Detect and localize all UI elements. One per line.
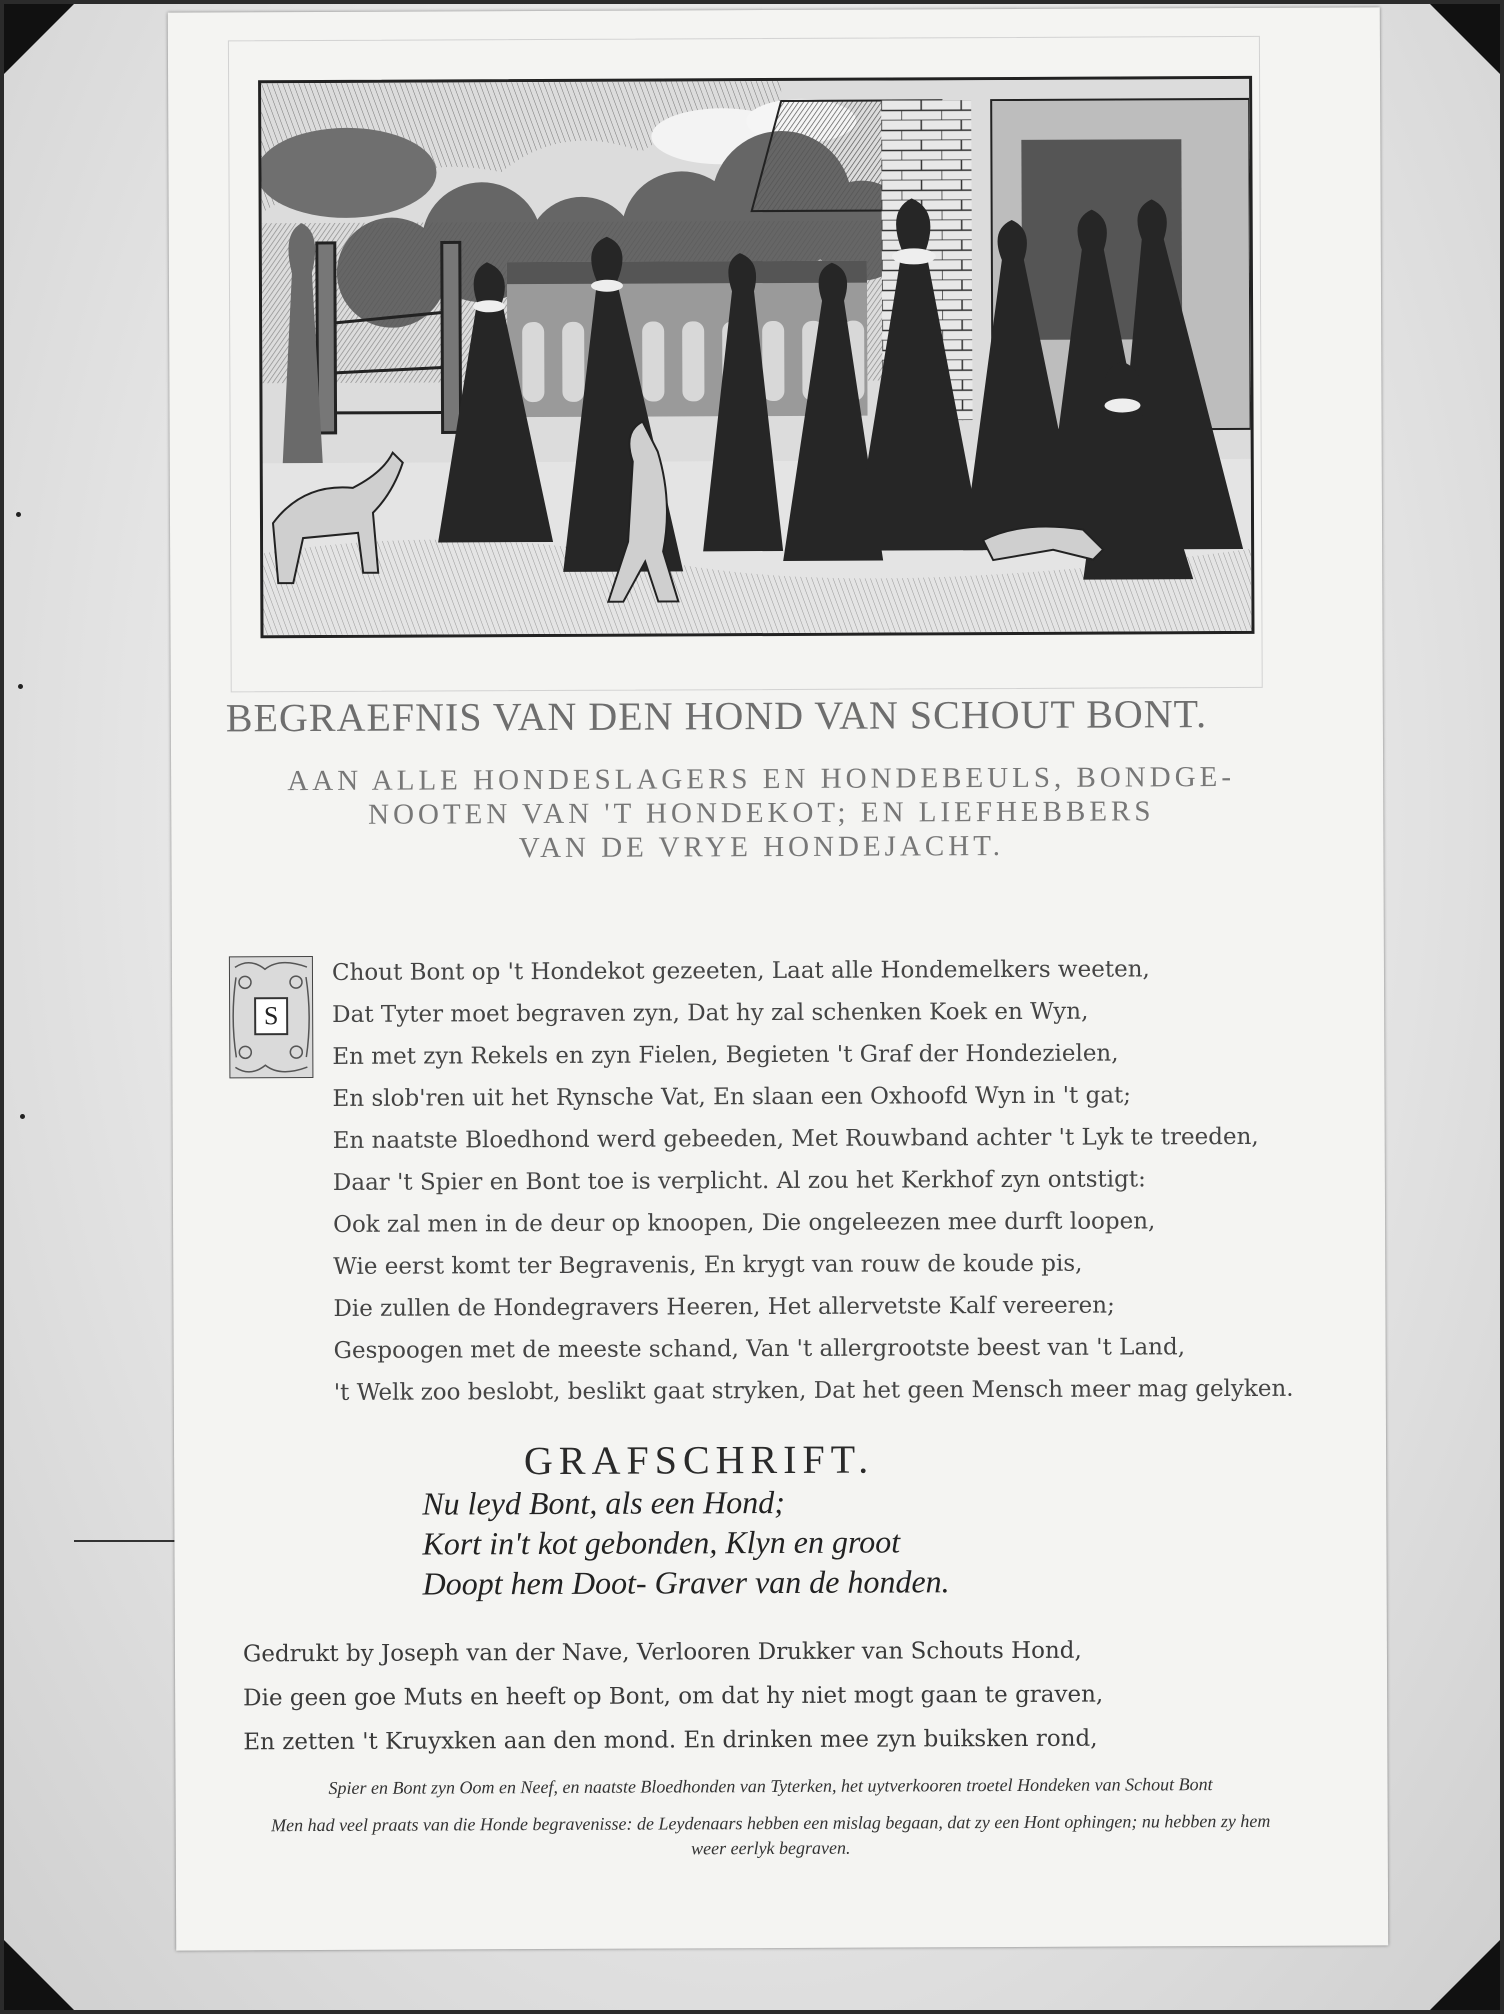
mount-corner-top-left [4, 4, 74, 74]
epitaph [422, 1481, 1023, 1604]
epitaph-line: Kort in't kot gebonden, Klyn en groot [422, 1523, 901, 1562]
imprint-line: Die geen goe Muts en heeft op Bont, om dat hy niet mogt gaan te graven, [243, 1681, 1104, 1712]
mount-corner-bottom-left [4, 1940, 74, 2010]
imprint-line: Gedrukt by Joseph van der Nave, Verlooren Drukker van Schouts Hond, [242, 1637, 1082, 1668]
printer-imprint [243, 1628, 1294, 1765]
footnote: Men had veel praats van die Honde begravenisse: de Leydenaars hebben een mislag begaan, dat zy een Hont ophingen; nu hebben zy hem weer eerlyk begraven. [271, 1810, 1271, 1859]
poem-line: Wie eerst komt ter Begravenis, En krygt van rouw de koude pis, [333, 1250, 1083, 1280]
poem-line: Die zullen de Hondegravers Heeren, Het allervetste Kalf vereeren; [333, 1292, 1115, 1322]
imprint-line: En zetten 't Kruyxken aan den mond. En drinken mee zyn buiksken rond, [243, 1725, 1098, 1756]
mount-corner-bottom-right [1430, 1940, 1500, 2010]
dedication-line: NOOTEN VAN 'T HONDEKOT; EN LIEFHEBBERS [368, 795, 1155, 831]
poem-line: Dat Tyter moet begraven zyn, Dat hy zal schenken Koek en Wyn, [332, 998, 1089, 1028]
engraving-funeral-procession [258, 76, 1254, 638]
board-speck [16, 512, 21, 517]
printed-sheet [168, 7, 1388, 1950]
poem-line: 't Welk zoo beslobt, beslikt gaat stryken, Dat het geen Mensch meer mag gelyken. [333, 1375, 1294, 1406]
footnotes [255, 1772, 1285, 1875]
board-speck [18, 684, 23, 689]
footnote: Spier en Bont zyn Oom en Neef, en naatste Bloedhonden van Tyterken, het uytverkooren troetel Hondeken van Schout Bont [328, 1774, 1213, 1798]
epitaph-title: GRAFSCHRIFT. [523, 1436, 875, 1484]
poem-line: En naatste Bloedhond werd gebeeden, Met Rouwband achter 't Lyk te treeden, [332, 1123, 1259, 1154]
poem-line: Ook zal men in de deur op knoopen, Die ongeleezen mee durft loopen, [333, 1208, 1156, 1238]
poem-line: Gespoogen met de meeste schand, Van 't allergrootste beest van 't Land, [333, 1334, 1186, 1364]
broadsheet-title: BEGRAEFNIS VAN DEN HOND VAN SCHOUT BONT. [225, 691, 1208, 741]
dedication-line: VAN DE VRYE HONDEJACHT. [518, 830, 1005, 865]
board-speck [20, 1114, 25, 1119]
poem-line: Daar 't Spier en Bont toe is verplicht. Al zou het Kerkhof zyn ontstigt: [332, 1166, 1146, 1196]
epitaph-line: Nu leyd Bont, als een Hond; [422, 1483, 785, 1522]
mount-corner-top-right [1430, 4, 1500, 74]
poem-line: Chout Bont op 't Hondekot gezeeten, Laat alle Hondemelkers weeten, [331, 956, 1150, 986]
initial-letter: S [254, 997, 288, 1035]
dedication [241, 760, 1281, 867]
epitaph-line: Doopt hem Doot- Graver van de honden. [422, 1563, 950, 1602]
poem-line: En met zyn Rekels en zyn Fielen, Begieten 't Graf der Hondezielen, [332, 1040, 1119, 1070]
decorated-initial [229, 956, 314, 1078]
poem-line: En slob'ren uit het Rynsche Vat, En slaan een Oxhoofd Wyn in 't gat; [332, 1082, 1132, 1112]
dedication-line: AAN ALLE HONDESLAGERS EN HONDEBEULS, BONDGE- [287, 761, 1236, 798]
poem [331, 948, 1294, 1414]
